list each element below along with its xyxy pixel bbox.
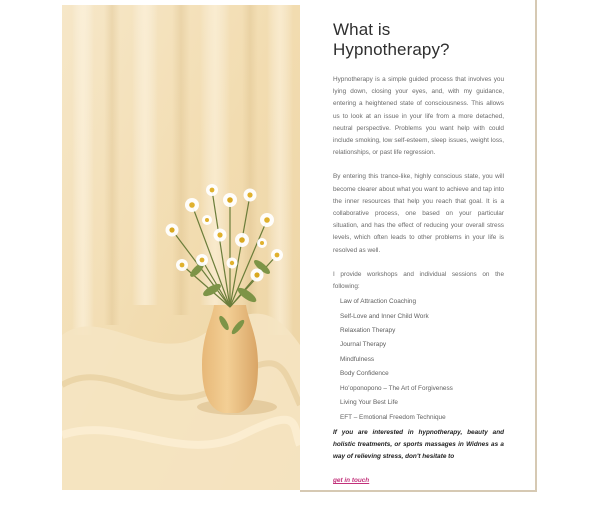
services-list [333,295,504,425]
list-item: Body Confidence [340,370,389,378]
list-item: EFT – Emotional Freedom Technique [340,413,446,421]
list-item: Self-Love and Inner Child Work [340,312,429,320]
info-card [300,0,537,492]
benefits-paragraph: By entering this trance-like, highly conscious state, you will become clearer about what you want to achieve and tap into the inner resources that help you reach that goal. It is a collaborative process, one based on your particular situation, and has the effect of reducing your overall stress levels, which often leads to other problems in your life is resolved as well. [333,173,504,254]
info-content [333,20,504,487]
services-intro: I provide workshops and individual sessions on the following: [333,270,504,291]
section-title: What is Hypnotherapy? [333,20,450,59]
list-item: Ho’oponopono – The Art of Forgiveness [340,384,453,392]
list-item: Relaxation Therapy [340,327,396,335]
list-item: Mindfulness [340,355,375,363]
list-item: Living Your Best Life [340,399,398,407]
daisy-vase-photo [62,5,300,490]
get-in-touch-link[interactable]: get in touch [333,476,370,484]
intro-paragraph: Hypnotherapy is a simple guided process that involves you lying down, closing your eyes, and, with my guidance, entering a heightened state of consciousness. This allows us to look at an issue in your life from a more detached, neutral perspective. Problems you want help with could include smoking, low self-esteem, sleep issues, weight loss, relationships, or past life regression. [333,76,504,157]
hero-photo [62,5,300,490]
cta-text: If you are interested in hypnotherapy, beauty and holistic treatments, or sports massages in Widnes as a way of relieving stress, don't hesitate to [333,428,504,460]
list-item: Law of Attraction Coaching [340,298,417,306]
list-item: Journal Therapy [340,341,387,349]
